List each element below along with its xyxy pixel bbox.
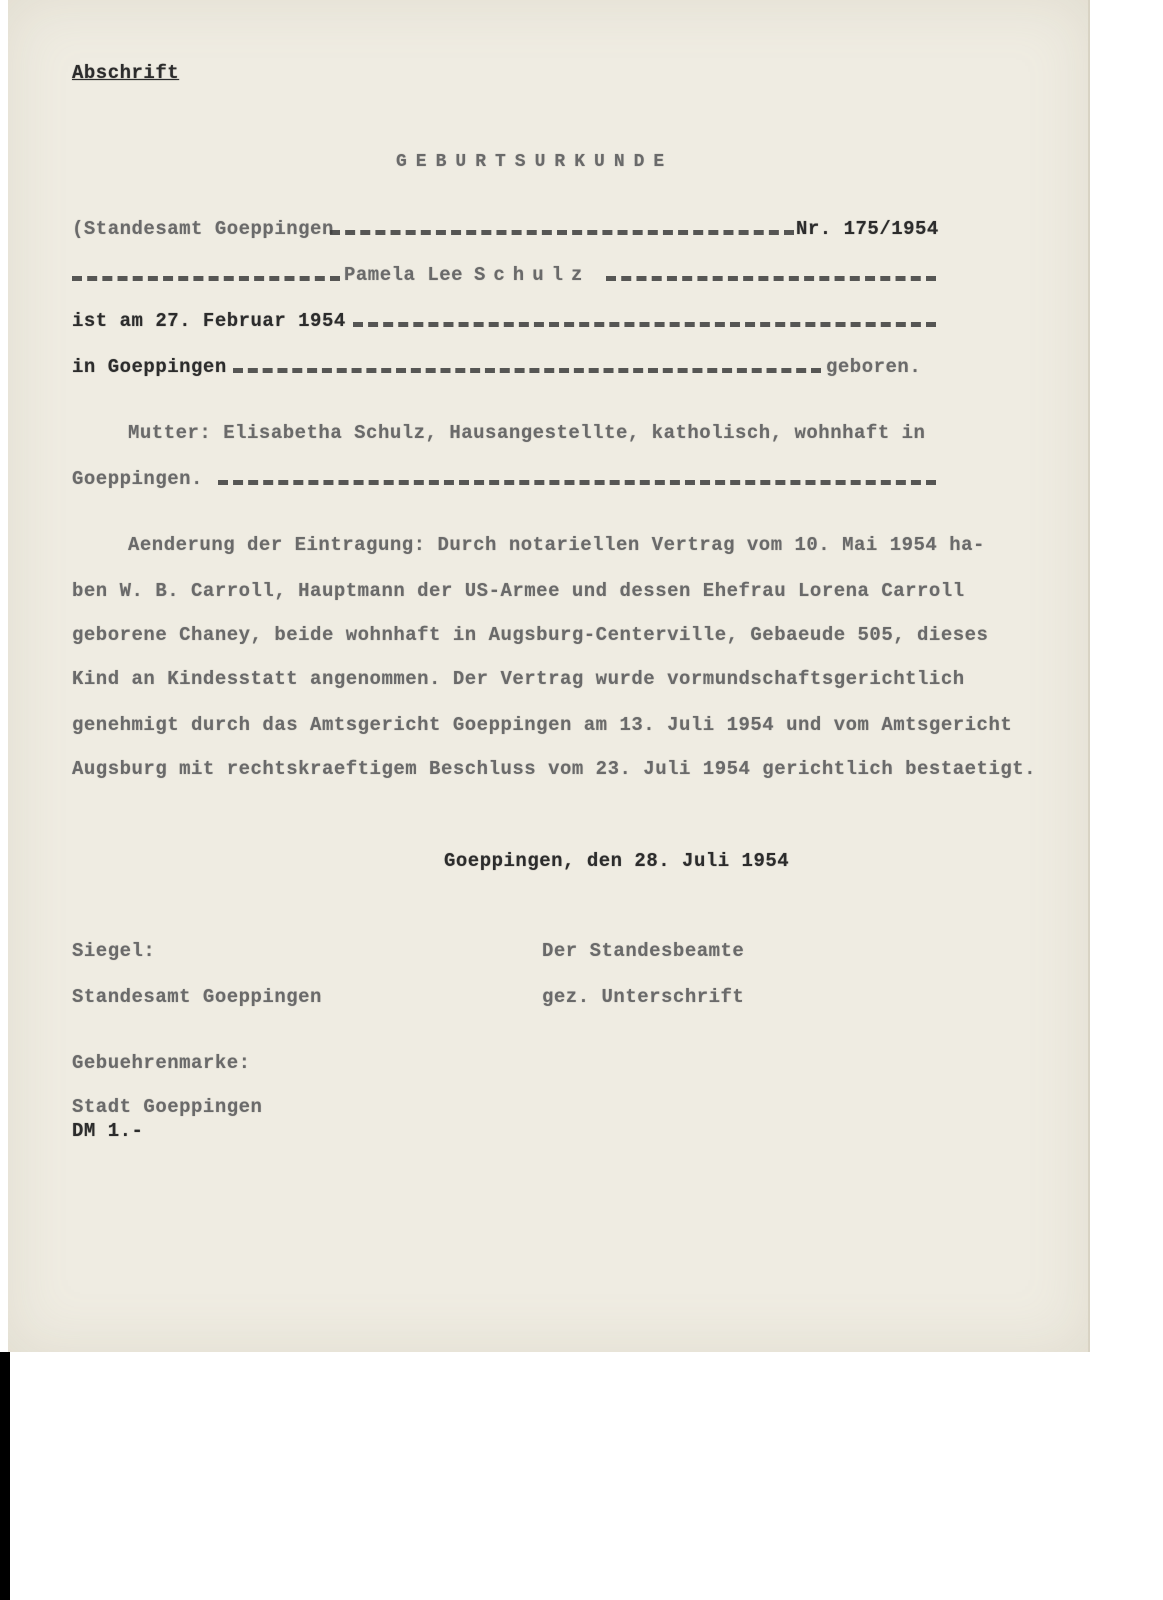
fill-dashes	[353, 322, 936, 327]
fill-dashes	[72, 276, 340, 281]
registry-office: (Standesamt Goeppingen	[72, 218, 334, 240]
child-first-names: Pamela Lee	[344, 264, 464, 286]
seal-value: Standesamt Goeppingen	[72, 986, 322, 1008]
seal-label: Siegel:	[72, 940, 156, 962]
fill-dashes	[606, 276, 936, 281]
birth-place: in Goeppingen	[72, 356, 227, 378]
place-date: Goeppingen, den 28. Juli 1954	[444, 850, 790, 872]
scan-edge	[0, 1352, 10, 1600]
fill-dashes	[330, 230, 794, 235]
mother-line-2: Goeppingen.	[72, 468, 203, 490]
born-word: geboren.	[826, 356, 922, 378]
fee-city: Stadt Goeppingen	[72, 1096, 263, 1118]
amendment-line: ben W. B. Carroll, Hauptmann der US-Armee und dessen Ehefrau Lorena Carroll	[72, 580, 965, 602]
copy-label: Abschrift	[72, 62, 180, 84]
fee-amount: DM 1.-	[72, 1120, 144, 1142]
amendment-line: Kind an Kindesstatt angenommen. Der Vertrag wurde vormundschaftsgerichtlich	[72, 668, 965, 690]
official-title: Der Standesbeamte	[542, 940, 745, 962]
mother-line-1: Mutter: Elisabetha Schulz, Hausangestellte, katholisch, wohnhaft in	[128, 422, 926, 444]
amendment-line: genehmigt durch das Amtsgericht Goeppingen am 13. Juli 1954 und vom Amtsgericht	[72, 714, 1013, 736]
fill-dashes	[233, 368, 821, 373]
birth-date: ist am 27. Februar 1954	[72, 310, 346, 332]
child-surname: Schulz	[474, 264, 591, 286]
fee-label: Gebuehrenmarke:	[72, 1052, 251, 1074]
signature: gez. Unterschrift	[542, 986, 745, 1008]
fill-dashes	[218, 480, 936, 485]
amendment-line: geborene Chaney, beide wohnhaft in Augsburg-Centerville, Gebaeude 505, dieses	[72, 624, 989, 646]
amendment-line: Augsburg mit rechtskraeftigem Beschluss vom 23. Juli 1954 gerichtlich bestaetigt.	[72, 758, 1037, 780]
document-page	[8, 0, 1090, 1352]
amendment-line: Aenderung der Eintragung: Durch notariellen Vertrag vom 10. Mai 1954 ha-	[128, 534, 985, 556]
document-title: GEBURTSURKUNDE	[396, 152, 674, 172]
registry-number: Nr. 175/1954	[796, 218, 939, 240]
